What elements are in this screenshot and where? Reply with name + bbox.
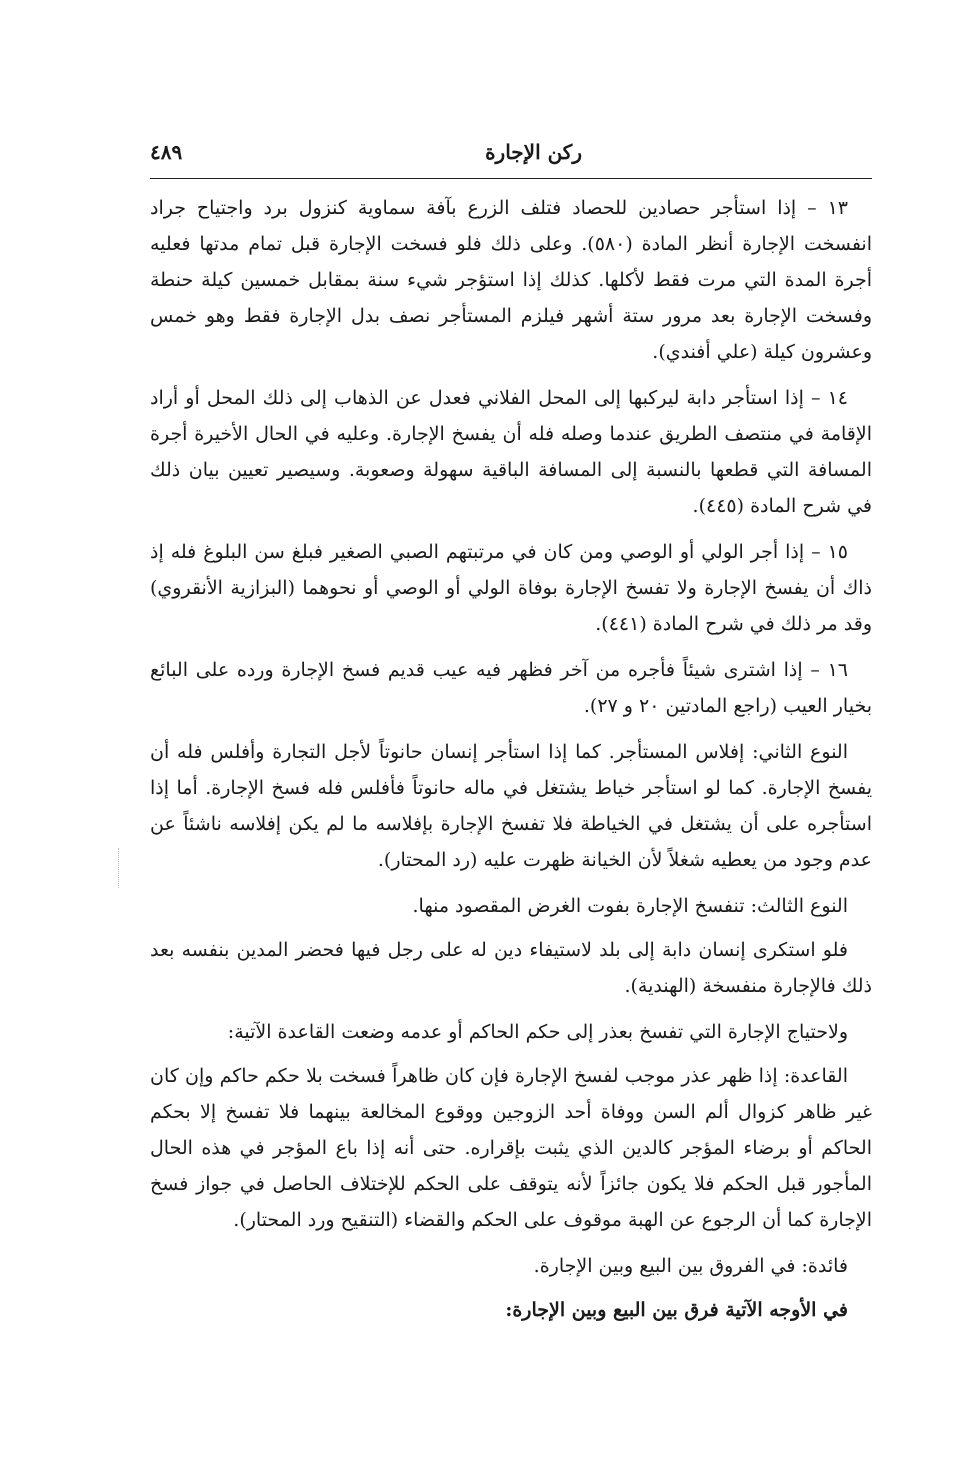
page-number: ٤٨٩: [150, 140, 183, 164]
paragraph-item-16: ١٦ – إذا اشترى شيئاً فأجره من آخر فظهر فيه عيب قديم فسخ الإجارة ورده على البائع بخيار العيب (راجع المادتين ٢٠ و ٢٧).: [150, 659, 872, 717]
paragraph-differences-heading: في الأوجه الآتية فرق بين البيع وبين الإجارة:: [505, 1299, 848, 1321]
body-text: [150, 190, 872, 1338]
running-title: ركن الإجارة: [485, 140, 582, 164]
paragraph-example: فلو استكرى إنسان دابة إلى بلد لاستيفاء دين له على رجل فيها فحضر المدين بنفسه بعد ذلك فالإجارة منفسخة (الهندية).: [150, 939, 872, 997]
paragraph-item-15: ١٥ – إذا أجر الولي أو الوصي ومن كان في مرتبتهم الصبي الصغير فبلغ سن البلوغ فله إذ ذاك أن يفسخ الإجارة ولا تفسخ الإجارة بوفاة الولي أو الوصي أو نحوهما (البزازية الأنقروي) وقد مر ذلك في شرح المادة (٤٤١).: [150, 541, 872, 635]
header-divider: [150, 178, 872, 179]
page-header: [150, 140, 872, 174]
paragraph-benefit: فائدة: في الفروق بين البيع وبين الإجارة.: [533, 1255, 848, 1277]
paragraph-item-13: ١٣ – إذا استأجر حصادين للحصاد فتلف الزرع بآفة سماوية كنزول برد واجتياح جراد انفسخت الإجارة أنظر المادة (٥٨٠). وعلى ذلك فلو فسخت الإجارة قبل تمام مدتها فعليه أجرة المدة التي مرت فقط لأكلها. كذلك إذا استؤجر شيء سنة بمقابل خمسين كيلة حنطة وفسخت الإجارة بعد مرور ستة أشهر فيلزم المستأجر نصف بدل الإجارة فقط وهو خمس وعشرون كيلة (علي أفندي).: [150, 197, 872, 363]
margin-mark: [118, 848, 121, 888]
paragraph-rule-intro: ولاحتياج الإجارة التي تفسخ بعذر إلى حكم الحاكم أو عدمه وضعت القاعدة الآتية:: [227, 1021, 848, 1043]
paragraph-second-type: النوع الثاني: إفلاس المستأجر. كما إذا استأجر إنسان حانوتاً لأجل التجارة وأفلس فله أن يفسخ الإجارة. كما لو استأجر خياط يشتغل في ماله حانوتاً فأفلس فله فسخ الإجارة. أما إذا استأجره على أن يشتغل في الخياطة فلا تفسخ الإجارة بإفلاسه ما لم يكن إفلاسه ناشئاً عن عدم وجود من يعطيه شغلاً لأن الخيانة ظهرت عليه (رد المحتار).: [150, 741, 872, 871]
paragraph-third-type: النوع الثالث: تنفسخ الإجارة بفوت الغرض المقصود منها.: [412, 895, 848, 917]
paragraph-rule: القاعدة: إذا ظهر عذر موجب لفسخ الإجارة فإن كان ظاهراً فسخت بلا حكم حاكم وإن كان غير ظاهر كزوال ألم السن ووفاة أحد الزوجين ووقوع المخالعة بينهما فلا تفسخ إلا بحكم الحاكم أو برضاء المؤجر كالدين الذي يثبت بإقراره. حتى أنه إذا باع المؤجر في هذه الحال المأجور قبل الحكم فلا يكون جائزاً لأنه يتوقف على الحكم للإختلاف الحاصل في جواز فسخ الإجارة كما أن الرجوع عن الهبة موقوف على الحكم والقضاء (التنقيح ورد المحتار).: [150, 1065, 872, 1231]
paragraph-item-14: ١٤ – إذا استأجر دابة ليركبها إلى المحل الفلاني فعدل عن الذهاب إلى ذلك المحل أو أراد الإقامة في منتصف الطريق عندما وصله فله أن يفسخ الإجارة. وعليه في الحال الأخيرة أجرة المسافة التي قطعها بالنسبة إلى المسافة الباقية سهولة وصعوبة. وسيصير تعيين بيان ذلك في شرح المادة (٤٤٥).: [150, 387, 872, 517]
